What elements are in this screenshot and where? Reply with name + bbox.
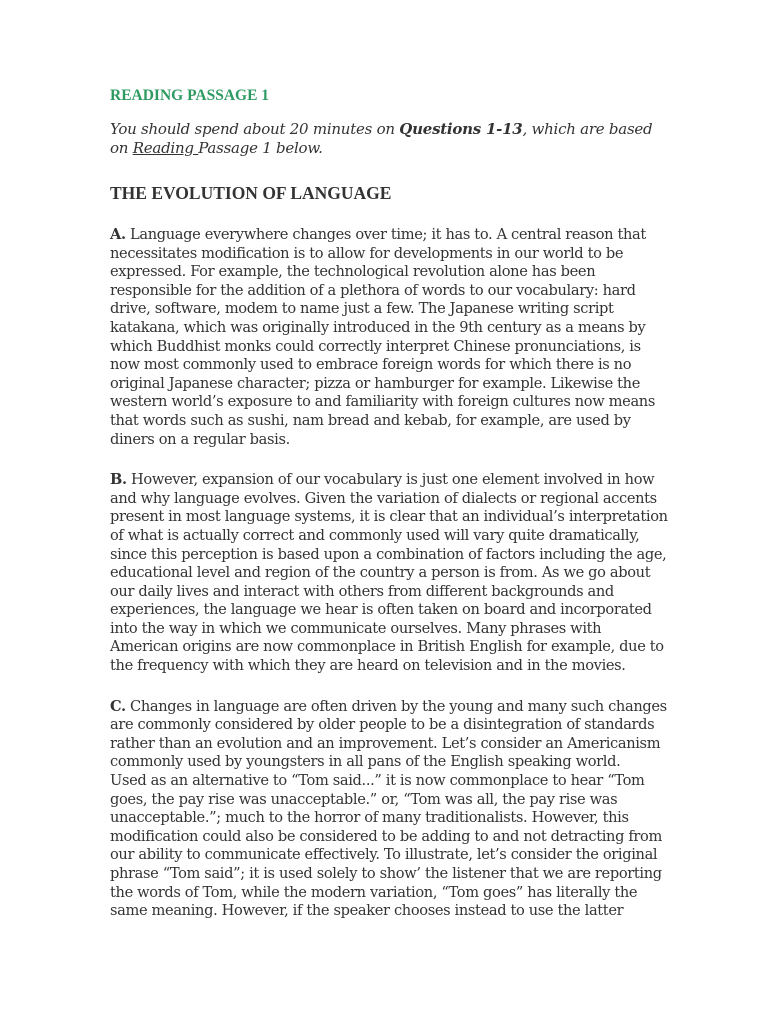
questions-range: Questions 1-13 xyxy=(399,120,523,138)
paragraph-text: Used as an alternative to “Tom said...” it is now commonplace to hear “Tom xyxy=(110,772,645,790)
paragraph-text: responsible for the addition of a plethora of words to our vocabulary: hard xyxy=(110,281,636,299)
instructions-line-1 xyxy=(110,120,716,139)
paragraph-text: diners on a regular basis. xyxy=(110,430,290,448)
paragraph-line xyxy=(110,375,716,394)
paragraph-text: which Buddhist monks could correctly interpret Chinese pronunciations, is xyxy=(110,337,641,355)
paragraph-text: the words of Tom, while the modern variation, “Tom goes” has literally the xyxy=(110,883,638,901)
paragraph-text: unacceptable.”; much to the horror of many traditionalists. However, this xyxy=(110,809,629,827)
instructions-text-1: You should spend about 20 minutes on xyxy=(110,120,400,138)
paragraph-text: the frequency with which they are heard on television and in the movies. xyxy=(110,657,626,675)
paragraph-line xyxy=(110,471,716,490)
paragraph-text: now most commonly used to embrace foreign words for which there is no xyxy=(110,356,632,374)
paragraph-text: commonly used by youngsters in all pans of the English speaking world. xyxy=(110,753,621,771)
paragraph-line xyxy=(110,884,716,903)
paragraph-line xyxy=(110,263,716,282)
paragraph-letter: A. xyxy=(110,226,126,243)
paragraph-line xyxy=(110,393,716,412)
paragraph-line xyxy=(110,846,716,865)
paragraph-text: educational level and region of the country a person is from. As we go about xyxy=(110,564,651,582)
paragraph-line xyxy=(110,282,716,301)
passage-body xyxy=(110,226,716,921)
paragraph-text: into the way in which we communicate ourselves. Many phrases with xyxy=(110,619,602,637)
paragraph-text: drive, software, modem to name just a few. The Japanese writing script xyxy=(110,300,614,318)
paragraph-text: and why language evolves. Given the variation of dialects or regional accents xyxy=(110,489,657,507)
paragraph-line xyxy=(110,865,716,884)
paragraph-line xyxy=(110,772,716,791)
paragraph-b xyxy=(110,471,716,676)
paragraph-line xyxy=(110,735,716,754)
paragraph-line xyxy=(110,620,716,639)
paragraph-letter: C. xyxy=(110,697,126,715)
paragraph-line xyxy=(110,490,716,509)
paragraph-text: experiences, the language we hear is often taken on board and incorporated xyxy=(110,601,652,619)
paragraph-text: are commonly considered by older people to be a disintegration of standards xyxy=(110,716,655,734)
paragraph-text: American origins are now commonplace in British English for example, due to xyxy=(110,638,664,656)
paragraph-text: that words such as sushi, nam bread and kebab, for example, are used by xyxy=(110,411,631,429)
paragraph-text: Changes in language are often driven by the young and many such changes xyxy=(125,697,667,715)
paragraph-line xyxy=(110,698,716,717)
paragraph-line xyxy=(110,338,716,357)
paragraph-line xyxy=(110,527,716,546)
paragraph-text: Language everywhere changes over time; it has to. A central reason that xyxy=(125,226,646,243)
paragraph-text: of what is actually correct and commonly used will vary quite dramatically, xyxy=(110,526,640,544)
paragraph-line xyxy=(110,300,716,319)
paragraph-a xyxy=(110,226,716,449)
instructions-text-4: Passage 1 below. xyxy=(198,139,323,157)
paragraph-text: our ability to communicate effectively. To illustrate, let’s consider the original xyxy=(110,846,658,864)
paragraph-text: expressed. For example, the technological revolution alone has been xyxy=(110,263,596,281)
paragraph-line xyxy=(110,657,716,676)
paragraph-text: However, expansion of our vocabulary is just one element involved in how xyxy=(126,471,655,489)
paragraph-text: necessitates modification is to allow for developments in our world to be xyxy=(110,244,624,262)
paragraph-text: rather than an evolution and an improvement. Let’s consider an Americanism xyxy=(110,734,661,752)
paragraph-line xyxy=(110,583,716,602)
instructions-text-2: , which are based xyxy=(522,120,653,138)
passage-title: THE EVOLUTION OF LANGUAGE xyxy=(110,183,392,203)
paragraph-text: since this perception is based upon a combination of factors including the age, xyxy=(110,545,667,563)
paragraph-text: goes, the pay rise was unacceptable.” or, “Tom was all, the pay rise was xyxy=(110,790,618,808)
paragraph-line xyxy=(110,508,716,527)
paragraph-line xyxy=(110,902,716,921)
paragraph-line xyxy=(110,828,716,847)
instructions xyxy=(110,120,716,158)
paragraph-line xyxy=(110,716,716,735)
paragraph-line xyxy=(110,412,716,431)
paragraph-line xyxy=(110,356,716,375)
paragraph-text: modification could also be considered to be adding to and not detracting from xyxy=(110,827,662,845)
instructions-text-3: on xyxy=(110,139,133,157)
document-page xyxy=(110,86,716,921)
paragraph-text: phrase “Tom said”; it is used solely to show’ the listener that we are reporting xyxy=(110,865,662,882)
paragraph-text: katakana, which was originally introduced in the 9th century as a means by xyxy=(110,318,646,336)
paragraph-c xyxy=(110,698,716,921)
paragraph-line xyxy=(110,601,716,620)
paragraph-line xyxy=(110,431,716,450)
paragraph-line xyxy=(110,564,716,583)
paragraph-text: western world’s exposure to and familiarity with foreign cultures now means xyxy=(110,393,655,411)
paragraph-line xyxy=(110,245,716,264)
paragraph-line xyxy=(110,226,716,245)
instructions-line-2 xyxy=(110,139,716,158)
paragraph-line xyxy=(110,809,716,828)
paragraph-text: present in most language systems, it is clear that an individual’s interpretation xyxy=(110,508,668,526)
paragraph-line xyxy=(110,319,716,338)
paragraph-line xyxy=(110,791,716,810)
paragraph-letter: B. xyxy=(110,471,127,489)
section-heading: READING PASSAGE 1 xyxy=(110,87,270,104)
paragraph-line xyxy=(110,753,716,772)
paragraph-line xyxy=(110,638,716,657)
paragraph-line xyxy=(110,546,716,565)
reading-link[interactable]: Reading xyxy=(132,139,199,157)
paragraph-text: original Japanese character; pizza or hamburger for example. Likewise the xyxy=(110,374,641,392)
paragraph-text: our daily lives and interact with others from different backgrounds and xyxy=(110,582,614,600)
paragraph-text: same meaning. However, if the speaker chooses instead to use the latter xyxy=(110,902,624,920)
